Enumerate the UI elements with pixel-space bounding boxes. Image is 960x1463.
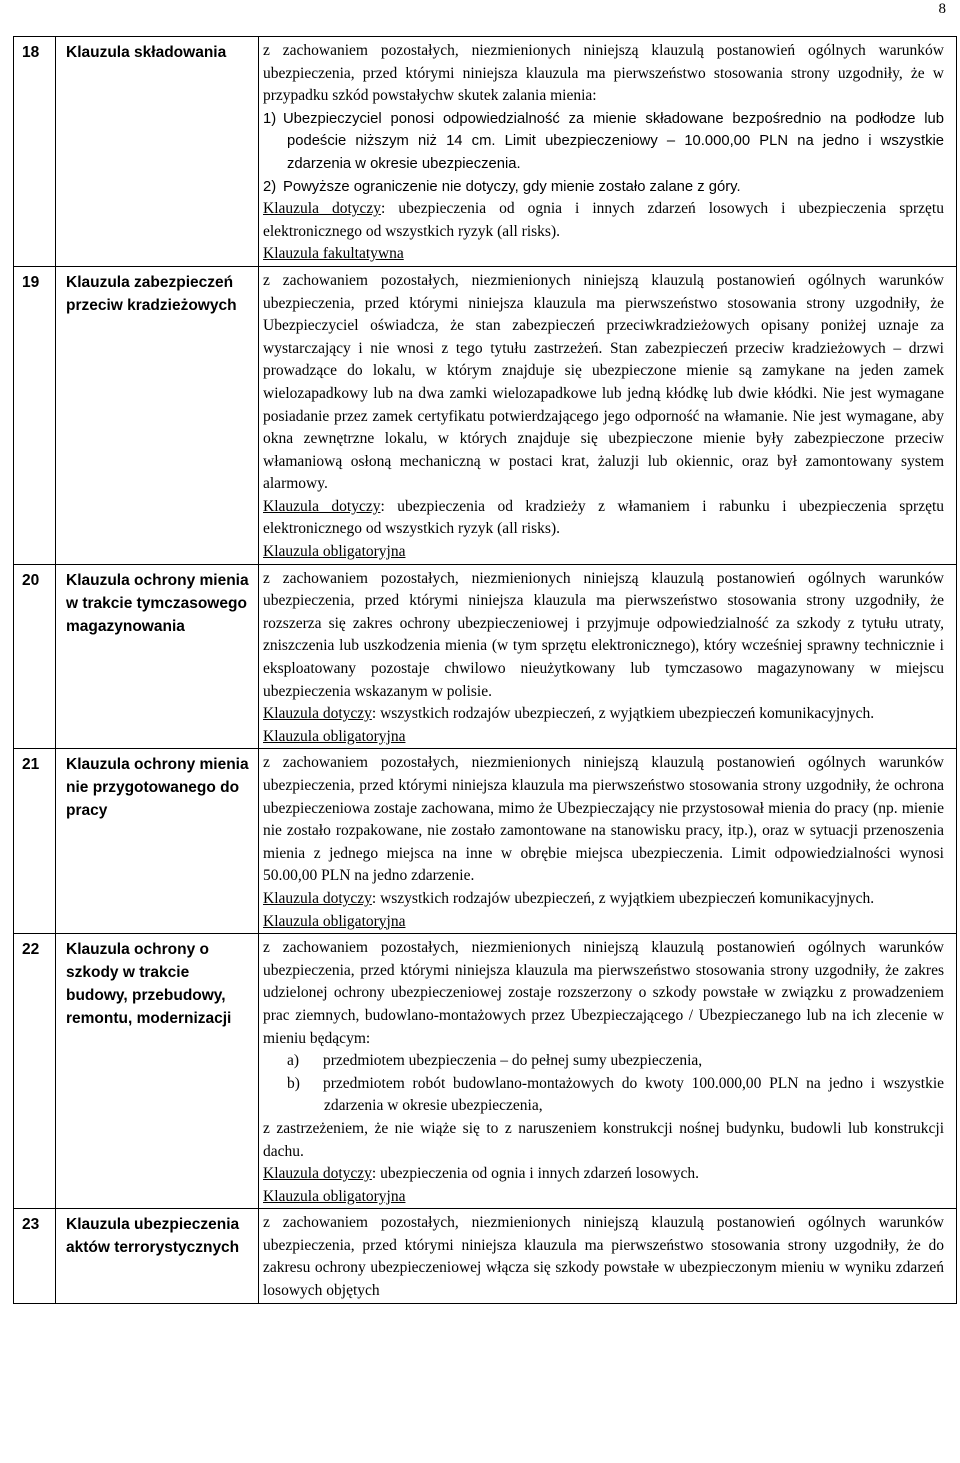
clause-applies [263,888,944,911]
list-item-label: 1) [263,110,277,127]
clause-name: Klauzula składowania [56,37,259,267]
clause-applies-text: : ubezpieczenia od ognia i innych zdarzeń losowych i ubezpieczenia sprzętu elektronicznego od wszystkich ryzyk (all risks). [263,200,944,240]
list-item-text: Ubezpieczyciel ponosi odpowiedzialność za mienie składowane bezpośrednio na podłodze lub podeście niższym niż 14 cm. Limit ubezpieczeniowy – 10.000,00 PLN na jedno i wszystkie zdarzenia w okresie ubezpieczenia. [283,110,944,172]
page-number: 8 [938,1,946,17]
clause-applies-text: : wszystkich rodzajów ubezpieczeń, z wyjątkiem ubezpieczeń komunikacyjnych. [371,889,875,907]
list-item [263,1050,944,1073]
clause-intro: z zachowaniem pozostałych, niezmienionych niniejszą klauzulą postanowień ogólnych warunków ubezpieczenia, przed którymi niniejsza klauzula ma pierwszeństwo stosowania strony uzgodniły, że ochrona ubezpieczeniowa zostaje zachowana, mimo że Ubezpieczający nie przystosował mienia do pracy (np. mienie nie zostało rozpakowane, nie zostało zamontowane na stanowisku pracy, itp.), oraz w sytuacji przenoszenia mienia z jednego miejsca na inne w obrębie miejsca ubezpieczenia. Limit odpowiedzialności wynosi 50.00,00 PLN na jedno zdarzenie. [263,754,944,885]
clause-name: Klauzula zabezpieczeń przeciw kradzieżowych [56,266,259,564]
clause-body [259,564,957,749]
clause-intro: z zachowaniem pozostałych, niezmienionych niniejszą klauzulą postanowień ogólnych warunków ubezpieczenia, przed którymi niniejsza klauzula ma pierwszeństwo stosowania strony uzgodniły, że rozszerza się zakres ochrony ubezpieczeniowej i przyjmuje odpowiedzialność za szkody z tytułu utraty, zniszczenia lub uszkodzenia mienia (w tym sprzętu elektronicznego), który wcześniej sprawny technicznie i eksploatowany pozostaje chwilowo nieużytkowany lub tymczasowo magazynowany w miejscu ubezpieczenia wskazanym w polisie. [263,569,944,700]
clause-body [259,749,957,934]
clause-applies-label: Klauzula dotyczy [263,200,382,218]
clause-list [263,1050,944,1118]
clause-number: 22 [14,934,56,1209]
clause-name: Klauzula ubezpieczenia aktów terrorystycznych [56,1209,259,1303]
clause-outro: z zastrzeżeniem, że nie wiąże się to z naruszeniem konstrukcji nośnej budynku, budowli lub konstrukcji dachu. [263,1119,944,1160]
clause-applies-label: Klauzula dotyczy [263,705,372,723]
clause-applies-text: : ubezpieczenia od ognia i innych zdarzeń losowych. [371,1165,699,1183]
clause-type: Klauzula obligatoryjna [263,727,406,745]
table-row [14,37,957,267]
clause-list [263,108,944,198]
clause-applies-label: Klauzula dotyczy [263,889,372,907]
clause-number: 18 [14,37,56,267]
clause-intro: z zachowaniem pozostałych, niezmienionych niniejszą klauzulą postanowień ogólnych warunków ubezpieczenia, przed którymi niniejsza klauzula ma pierwszeństwo stosowania strony uzgodniły, że Ubezpieczyciel oświadcza, że stan zabezpieczeń przeciwkradzieżowych opisany poniżej uznaje za wystarczający i nie wnosi z tego tytułu zastrzeżeń. Stan zabezpieczeń przeciw kradzieżowych – drzwi prowadzące do lokalu, w którym znajduje się ubezpieczone mienie są zamykane na jeden zamek wielozapadkowy lub na dwa zamki wielozapadkowe lub jedną kłódkę lub dwie kłódki. Nie jest wymagane posiadanie przez zamek certyfikatu potwierdzającego jego odporność na włamanie. Nie jest wymagane, aby okna zewnętrzne lokalu, w których znajduje się ubezpieczone mienie były zabezpieczone przeciw włamaniową osłoną mechaniczną w postaci krat, żaluzji lub okiennic, oraz był zamontowany system alarmowy. [263,271,944,493]
clause-number: 21 [14,749,56,934]
clause-type: Klauzula obligatoryjna [263,1187,406,1205]
clause-applies-text: : wszystkich rodzajów ubezpieczeń, z wyjątkiem ubezpieczeń komunikacyjnych. [371,705,875,723]
clause-type: Klauzula obligatoryjna [263,543,406,561]
table-row [14,934,957,1209]
list-item [263,1073,944,1118]
clause-number: 23 [14,1209,56,1303]
clause-applies [263,1163,944,1186]
clause-intro: z zachowaniem pozostałych, niezmienionych niniejszą klauzulą postanowień ogólnych warunków ubezpieczenia, przed którymi niniejsza klauzula ma pierwszeństwo stosowania strony uzgodniły, że do zakresu ochrony ubezpieczeniowej włącza się szkody powstałe w ubezpieczonym mieniu w wyniku zdarzeń losowych objętych [263,1214,944,1300]
list-item-text: przedmiotem robót budowlano-montażowych do kwoty 100.000,00 PLN na jedno i wszystkie zdarzenia w okresie ubezpieczenia, [323,1074,944,1115]
table-row [14,749,957,934]
list-item [263,176,944,199]
clause-applies-text: : ubezpieczenia od kradzieży z włamaniem i rabunku i ubezpieczenia sprzętu elektronicznego od wszystkich ryzyk (all risks). [263,497,945,538]
clause-applies [263,703,944,726]
clause-type: Klauzula obligatoryjna [263,912,406,930]
clause-intro: z zachowaniem pozostałych, niezmienionych niniejszą klauzulą postanowień ogólnych warunków ubezpieczenia, przed którymi niniejsza klauzula ma pierwszeństwo stosowania strony uzgodniły, że w przypadku szkód powstałychw skutek zalania mienia: [263,42,944,105]
clause-body [259,37,957,267]
clause-body [259,266,957,564]
list-item-label: a) [287,1052,300,1070]
list-item-label: b) [287,1074,300,1092]
clause-body [259,934,957,1209]
clause-name: Klauzula ochrony mienia w trakcie tymczasowego magazynowania [56,564,259,749]
table-row [14,1209,957,1303]
list-item-text: Powyższe ograniczenie nie dotyczy, gdy mienie zostało zalane z góry. [283,178,741,195]
clause-applies-label: Klauzula dotyczy [263,497,381,515]
table-row [14,266,957,564]
table-row [14,564,957,749]
clause-applies-label: Klauzula dotyczy [263,1165,372,1183]
clause-applies [263,496,944,541]
clause-body [259,1209,957,1303]
list-item [263,108,944,176]
clause-intro: z zachowaniem pozostałych, niezmienionych niniejszą klauzulą postanowień ogólnych warunków ubezpieczenia, przed którymi niniejsza klauzula ma pierwszeństwo stosowania strony uzgodniły, że zakres udzielonej ochrony ubezpieczeniowej zostaje rozszerzony o szkody powstałe w związku z prowadzeniem prac ziemnych, budowlano-montażowych przez Ubezpieczającego / Ubezpieczanego lub na ich zlecenie w mieniu będącym: [263,939,944,1047]
clauses-table [13,36,957,1304]
clause-name: Klauzula ochrony mienia nie przygotowanego do pracy [56,749,259,934]
list-item-label: 2) [263,178,277,195]
clause-name: Klauzula ochrony o szkody w trakcie budowy, przebudowy, remontu, modernizacji [56,934,259,1209]
clause-number: 20 [14,564,56,749]
list-item-text: przedmiotem ubezpieczenia – do pełnej sumy ubezpieczenia, [323,1052,703,1070]
clause-applies [263,198,944,243]
clause-type: Klauzula fakultatywna [263,245,404,263]
clause-number: 19 [14,266,56,564]
